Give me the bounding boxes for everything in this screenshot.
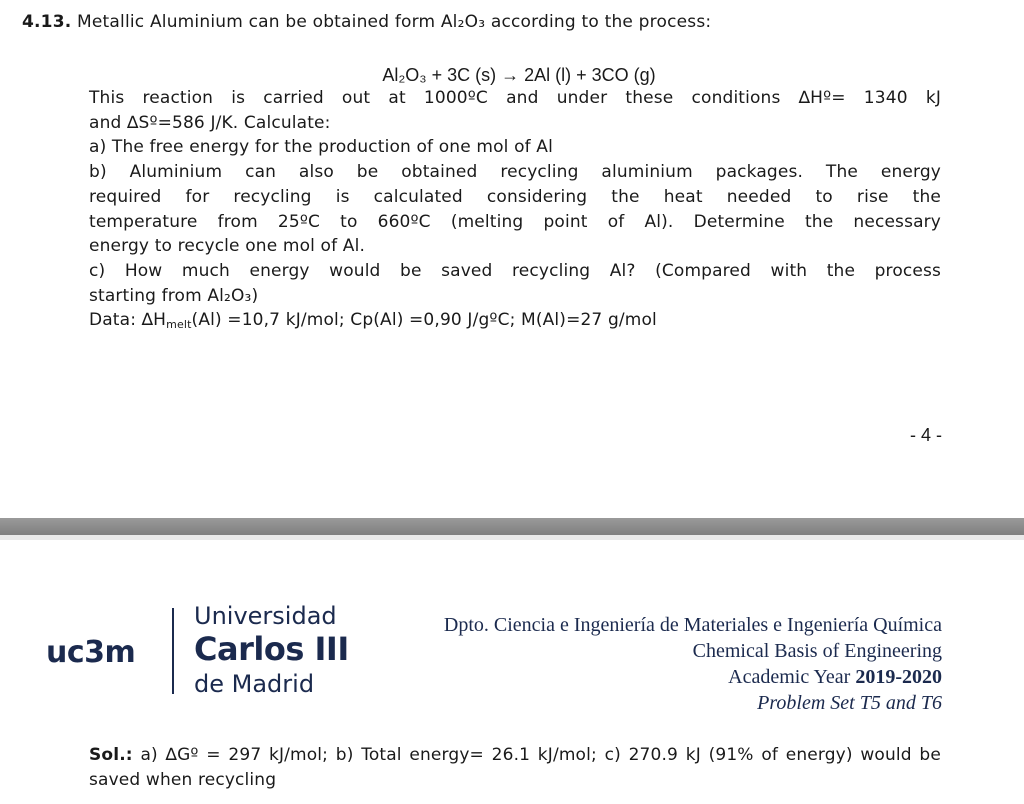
problem-set: Problem Set T5 and T6	[757, 692, 942, 714]
logo-divider	[172, 608, 174, 694]
problem-heading	[22, 10, 711, 34]
logo-acronym: uc3m	[46, 635, 136, 670]
department-block	[444, 612, 942, 716]
conditions-line-2: and ∆Sº=586 J/K. Calculate:	[89, 112, 331, 133]
page-number: - 4 -	[909, 425, 942, 445]
problem-number: 4.13.	[22, 12, 72, 32]
part-c-line-1: c) How much energy would be saved recycling Al? (Compared with the process	[89, 260, 941, 281]
conditions-line-1: This reaction is carried out at 1000ºC and under these conditions ∆Hº= 1340 kJ	[89, 88, 941, 108]
solution-block	[89, 743, 941, 793]
part-b-line-2: required for recycling is calculated considering the heat needed to rise the	[89, 186, 941, 207]
academic-year-label: Academic Year	[728, 666, 856, 688]
part-b-line-3: temperature from 25ºC to 660ºC (melting point of Al). Determine the necessary	[89, 211, 941, 232]
data-line	[89, 308, 941, 338]
department-name: Dpto. Ciencia e Ingeniería de Materiales e Ingeniería Química	[443, 614, 942, 636]
data-rest: (Al) =10,7 kJ/mol; Cp(Al) =0,90 J/gºC; M(Al)=27 g/mol	[191, 310, 657, 331]
page-separator	[0, 518, 1024, 535]
solution-text: a) ∆Gº = 297 kJ/mol; b) Total energy= 26.1 kJ/mol; c) 270.9 kJ (91% of energy) would be saved when recycling	[89, 745, 941, 790]
course-name: Chemical Basis of Engineering	[692, 640, 942, 662]
logo-line-2: Carlos III	[194, 630, 349, 668]
problem-statement: Metallic Aluminium can be obtained form Al₂O₃ according to the process:	[77, 12, 712, 32]
part-b-line-1: b) Aluminium can also be obtained recycling aluminium packages. The energy	[89, 162, 941, 183]
academic-year	[444, 664, 942, 690]
logo-line-3: de Madrid	[194, 670, 315, 698]
data-subscript: melt	[166, 318, 192, 332]
university-logo	[20, 598, 360, 710]
part-a: a) The free energy for the production of one mol of Al	[89, 137, 553, 158]
reaction-equation: Al₂O₃ + 3C (s) → 2Al (l) + 3CO (g)	[382, 65, 656, 85]
logo-line-1: Universidad	[194, 602, 337, 630]
academic-year-value: 2019-2020	[855, 666, 942, 688]
page-separator-shadow	[0, 535, 1024, 540]
solution-label: Sol.:	[89, 745, 133, 765]
data-prefix: Data: ∆H	[89, 310, 167, 331]
part-b-line-4: energy to recycle one mol of Al.	[89, 236, 365, 257]
part-c-line-2: starting from Al₂O₃)	[89, 285, 259, 306]
problem-body	[89, 86, 941, 338]
